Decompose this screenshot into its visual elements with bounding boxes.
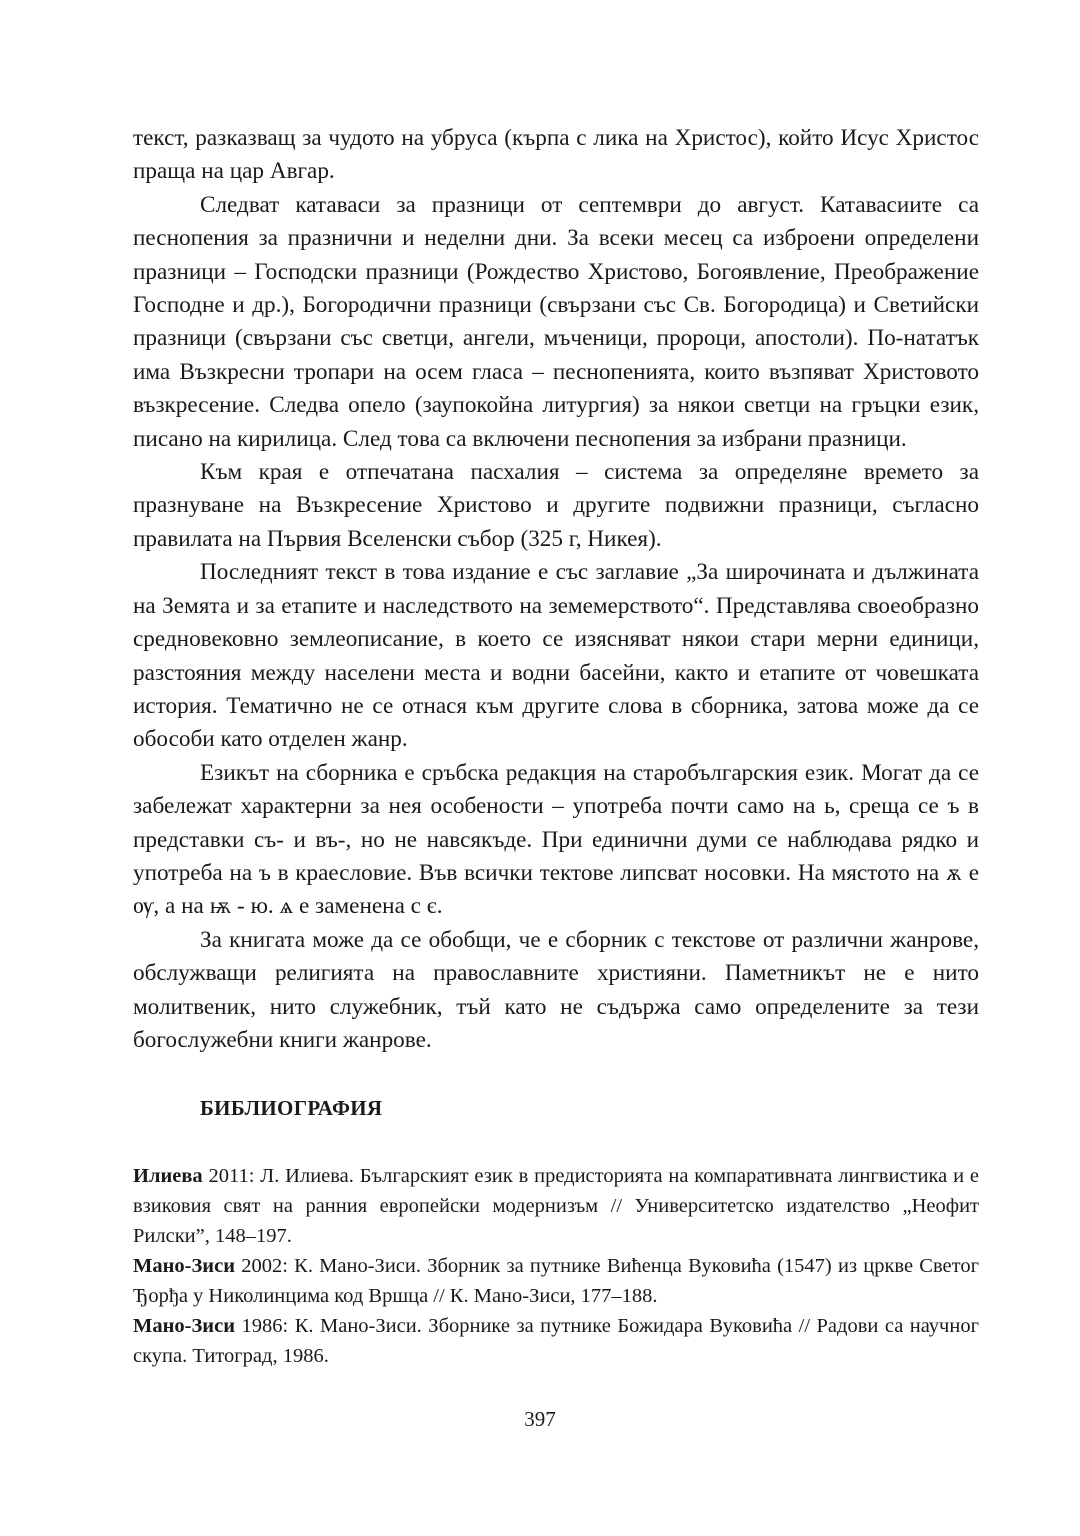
bibliography-list (133, 1161, 979, 1371)
bibliography-entry (133, 1251, 979, 1311)
page-number: 397 (524, 1407, 556, 1431)
page-body (133, 122, 979, 1371)
bibliography-text: 2011: Л. Илиева. Българският език в предисторията на компаративната лингвистика и е взиковия свят на ранния европейски модернизъм // Университетско издателство „Неофит Рилски”, 148–197. (133, 1165, 979, 1248)
paragraph-katavasii: Следват катаваси за празници от септември до август. Катавасиите са песнопения за празнични и неделни дни. За всеки месец са изброени определени празници – Господски празници (Рождество Христово, Богоявление, Преображение Господне и др.), Богородични празници (свързани със Св. Богородица) и Светийски празници (свързани със светци, ангели, мъченици, пророци, апостоли). По-нататък има Възкресни тропари на осем гласа – песнопенията, които възпяват Христовото възкресение. Следва опело (заупокойна литургия) за някои светци на гръцки език, писано на кирилица. След това са включени песнопения за избрани празници. (133, 191, 979, 452)
bibliography-author: Мано-Зиси (133, 1255, 236, 1278)
paragraph-continuation: текст, разказващ за чудото на убруса (кърпа с лика на Христос), който Исус Христос праща на цар Авгар. (133, 125, 979, 185)
paragraph-last-text: Последният текст в това издание е със заглавие „За широчината и дължината на Земята и за етапите и наследството на земемерството“. Представлява своеобразно средновековно землеописание, в което се изясняват някои стари мерни единици, разстояния между населени места и водни басейни, както и етапите от човешката история. Тематично не се отнася към другите слова в сборника, затова може да се обособи като отделен жанр. (133, 559, 979, 753)
paragraph-pashalia: Към края е отпечатана пасхалия – система за определяне времето за празнуване на Възкресение Христово и другите подвижни празници, съгласно правилата на Първия Вселенски събор (325 г, Никея). (133, 459, 979, 552)
bibliography-heading: БИБЛИОГРАФИЯ (200, 1096, 383, 1121)
bibliography-entry (133, 1311, 979, 1371)
bibliography-text: 2002: К. Мано-Зиси. Зборник за путнике Вићенца Вуковића (1547) из цркве Светог Ђорђа у Николинцима код Вршца // К. Мано-Зиси, 177–188. (133, 1255, 979, 1308)
bibliography-author: Мано-Зиси (133, 1315, 236, 1338)
bibliography-text: 1986: К. Мано-Зиси. Зборнике за путнике Божидара Вуковића // Радови са научног скупа. Титоград, 1986. (133, 1315, 979, 1368)
paragraph-conclusion: За книгата може да се обобщи, че е сборник с текстове от различни жанрове, обслужващи религията на православните християни. Паметникът не е нито молитвеник, нито служебник, тъй като не съдържа само определените за тези богослужебни книги жанрове. (133, 926, 979, 1053)
bibliography-entry (133, 1161, 979, 1251)
bibliography-author: Илиева (133, 1165, 203, 1188)
paragraph-language: Езикът на сборника е сръбска редакция на старобългарския език. Могат да се забележат характерни за нея особености – употреба почти само на ь, среща се ъ в представки съ- и въ-, но не навсякъде. При единични думи се наблюдава рядко и употреба на ъ в краесловие. Във всички тектове липсват носовки. На мястото на ѫ е ѹ, а на ѭ - ю. ѧ е заменена с є. (133, 759, 979, 920)
